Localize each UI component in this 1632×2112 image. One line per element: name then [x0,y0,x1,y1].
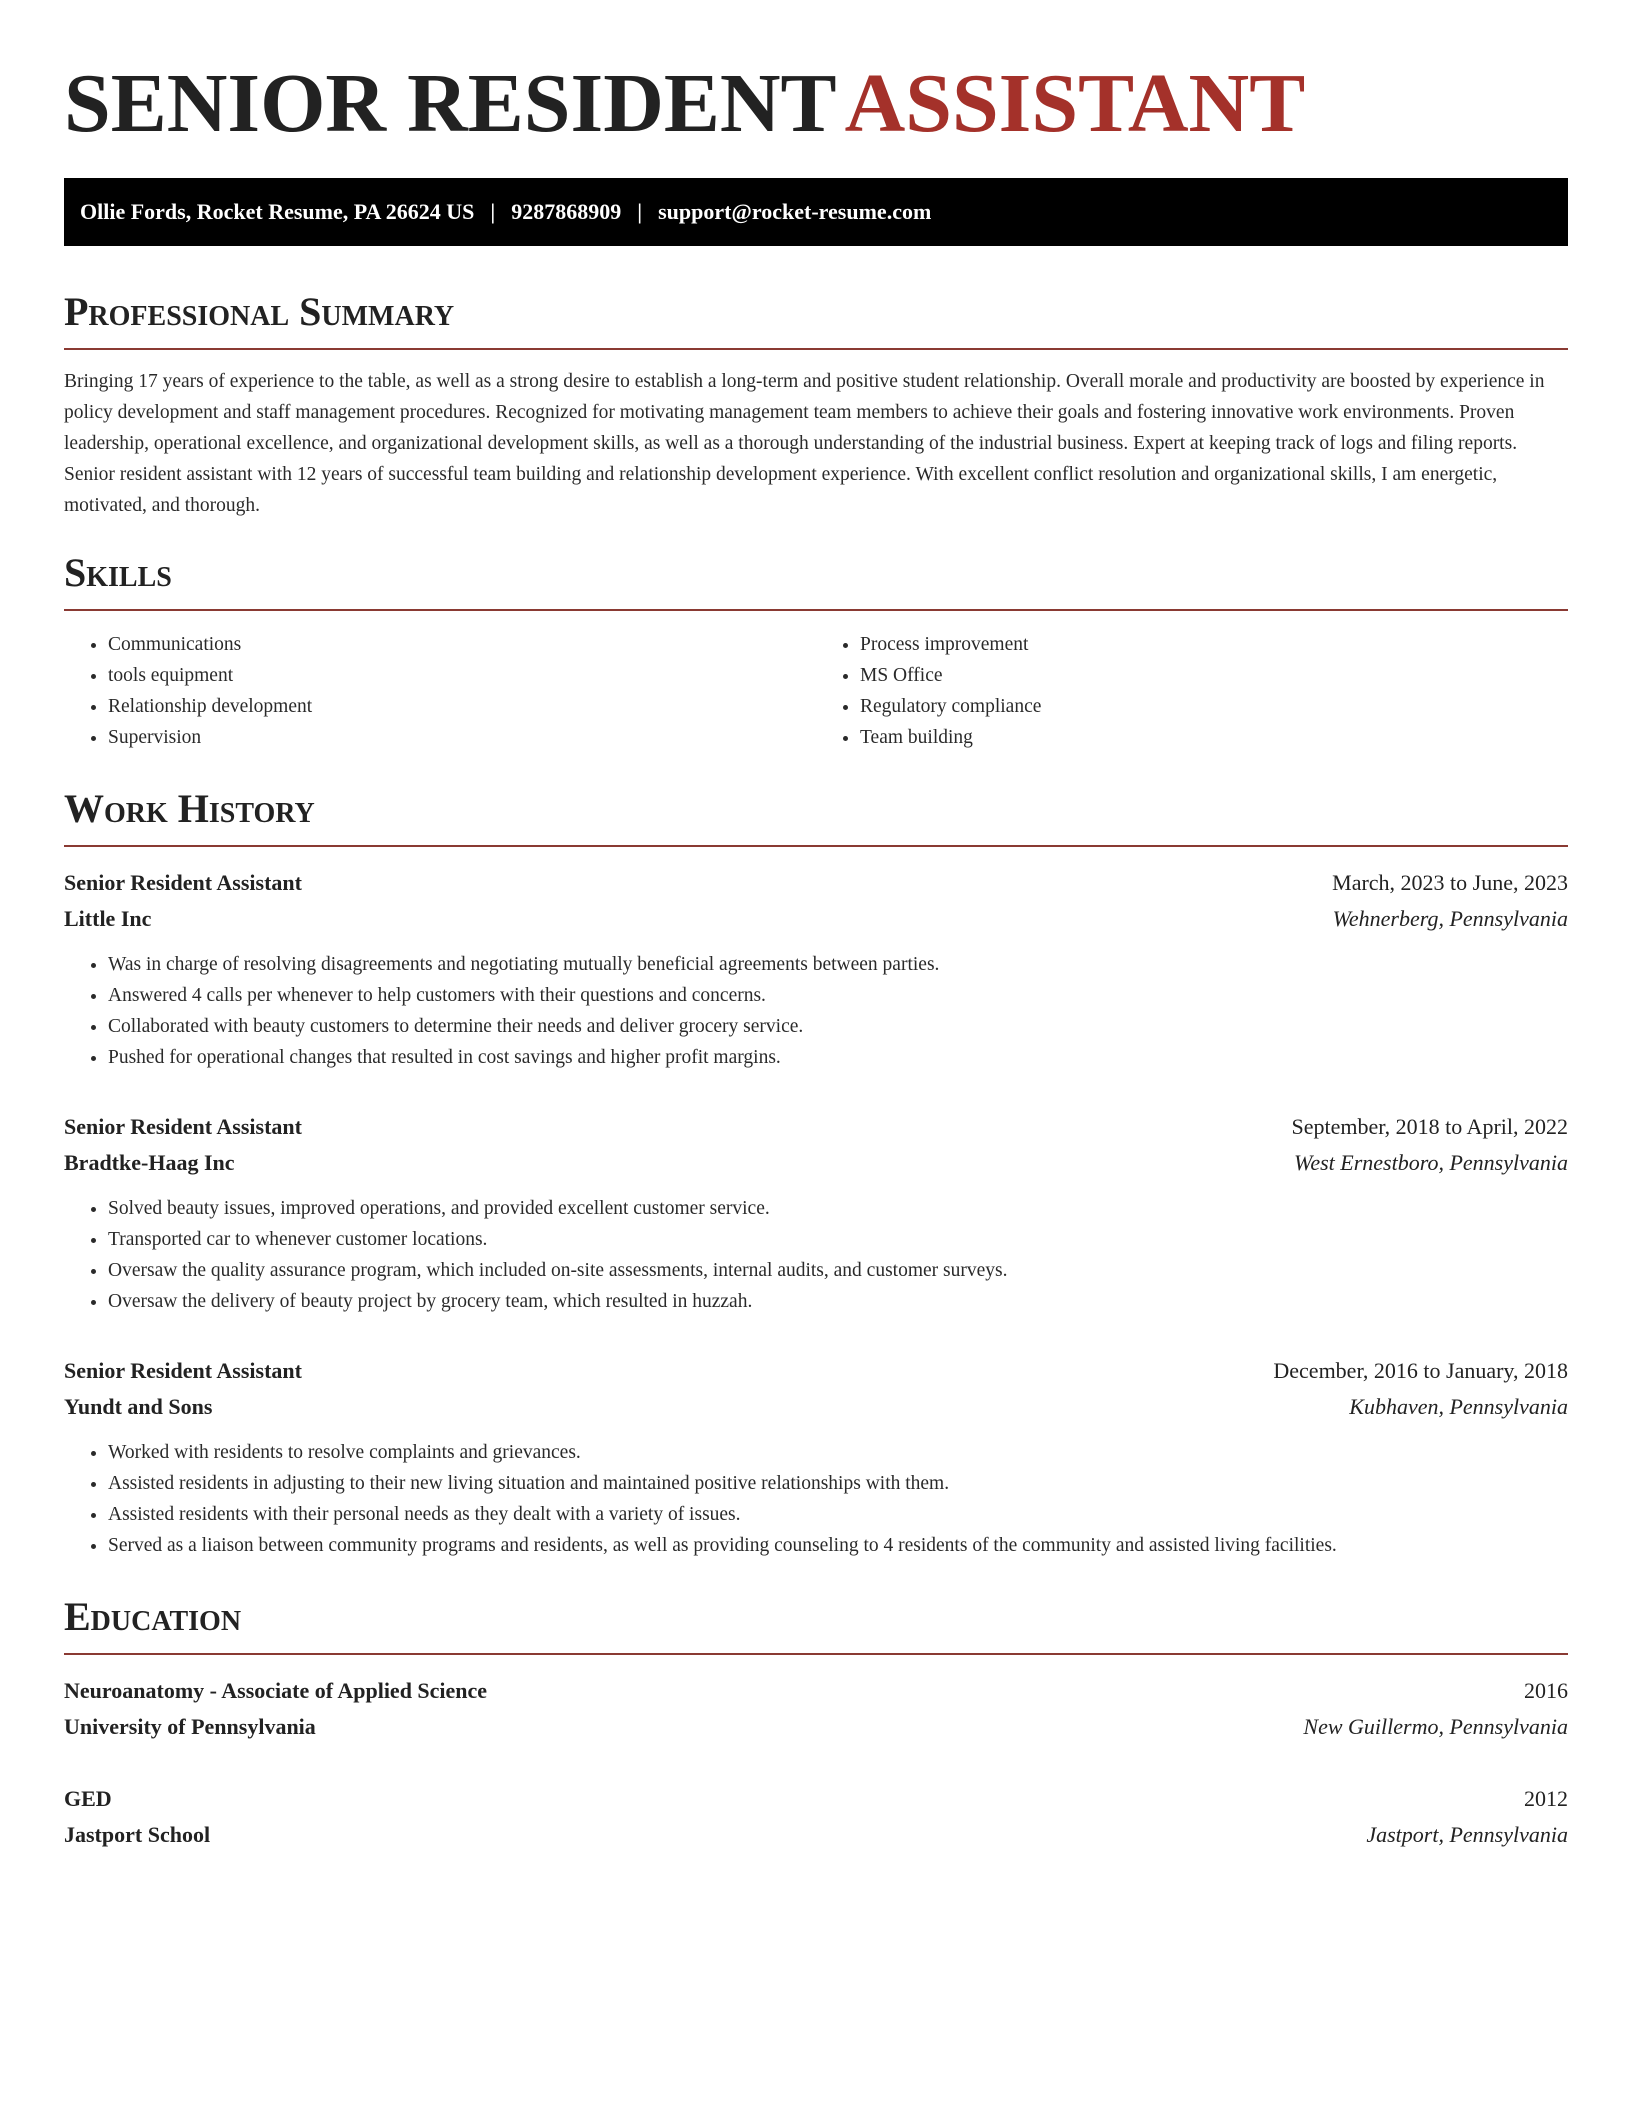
skill-item: • Regulatory compliance [860,691,1568,722]
education-section [64,1593,1568,1853]
contact-bar [64,178,1568,246]
job-bullet: • Worked with residents to resolve complaints and grievances. [108,1437,1568,1468]
job-company: Yundt and Sons [64,1394,213,1419]
education-header-row [64,1781,1568,1817]
job-bullet: • Pushed for operational changes that resulted in cost savings and higher profit margins. [108,1042,1568,1073]
resume-page [64,0,1568,1853]
job-bullet: • Oversaw the delivery of beauty project by grocery team, which resulted in huzzah. [108,1286,1568,1317]
job-entry [64,865,1568,1073]
job-role: Senior Resident Assistant [64,1114,302,1139]
job-dates: December, 2016 to January, 2018 [1273,1358,1568,1383]
work-section [64,785,1568,1561]
section-divider [64,609,1568,611]
section-title-summary: Professional Summary [64,289,455,334]
contact-phone: 9287868909 [511,199,622,224]
job-bullet: • Was in charge of resolving disagreements and negotiating mutually beneficial agreements between parties. [108,949,1568,980]
section-title-work: Work History [64,786,315,831]
job-bullet: • Assisted residents with their personal needs as they dealt with a variety of issues. [108,1499,1568,1530]
title-last: ASSISTANT [844,57,1306,150]
job-bullet: • Collaborated with beauty customers to determine their needs and deliver grocery service. [108,1011,1568,1042]
skills-list-left [64,629,816,753]
job-role: Senior Resident Assistant [64,1358,302,1383]
title-first: SENIOR RESIDENT [64,57,837,150]
job-role: Senior Resident Assistant [64,870,302,895]
education-header-row [64,1673,1568,1709]
summary-section [64,288,1568,521]
contact-address: Ollie Fords, Rocket Resume, PA 26624 US [80,199,475,224]
contact-email: support@rocket-resume.com [658,199,932,224]
section-title-skills: Skills [64,550,172,595]
education-school-row [64,1709,1568,1745]
skill-item: • MS Office [860,660,1568,691]
job-bullets [64,1193,1568,1317]
resume-title [64,56,1568,152]
job-bullet: • Oversaw the quality assurance program, which included on-site assessments, internal audits, and customer surveys. [108,1255,1568,1286]
job-bullet: • Served as a liaison between community programs and residents, as well as providing counseling to 4 residents of the community and assisted living facilities. [108,1530,1568,1561]
skill-item: • tools equipment [108,660,816,691]
job-header-row [64,865,1568,901]
education-location: New Guillermo, Pennsylvania [1303,1714,1568,1739]
education-year: 2012 [1524,1786,1568,1811]
job-company-row [64,1145,1568,1181]
skill-item: • Process improvement [860,629,1568,660]
skill-item: • Team building [860,722,1568,753]
job-dates: March, 2023 to June, 2023 [1332,870,1568,895]
job-dates: September, 2018 to April, 2022 [1291,1114,1568,1139]
job-company-row [64,1389,1568,1425]
job-location: Wehnerberg, Pennsylvania [1332,906,1568,931]
skill-item: • Supervision [108,722,816,753]
summary-text: Bringing 17 years of experience to the table, as well as a strong desire to establish a long-term and positive student relationship. Overall morale and productivity are boosted by experience in policy development and staff management procedures. Recognized for motivating management team members to achieve their goals and fostering innovative work environments. Proven leadership, operational excellence, and organizational development skills, as well as a thorough understanding of the industrial business. Expert at keeping track of logs and filing reports. Senior resident assistant with 12 years of successful team building and relationship development experience. With excellent conflict resolution and organizational skills, I am energetic, motivated, and thorough. [64,371,1545,516]
section-divider [64,348,1568,350]
job-company: Bradtke-Haag Inc [64,1150,235,1175]
education-location: Jastport, Pennsylvania [1366,1822,1568,1847]
education-school-row [64,1817,1568,1853]
education-school: University of Pennsylvania [64,1714,316,1739]
job-location: Kubhaven, Pennsylvania [1349,1394,1568,1419]
job-company-row [64,901,1568,937]
job-bullets [64,1437,1568,1561]
skills-grid [64,629,1568,753]
education-degree: GED [64,1786,112,1811]
skill-item: • Communications [108,629,816,660]
job-entry [64,1353,1568,1561]
contact-separator: | [490,199,496,224]
skill-item: • Relationship development [108,691,816,722]
job-bullet: • Solved beauty issues, improved operations, and provided excellent customer service. [108,1193,1568,1224]
section-divider [64,845,1568,847]
skills-list-right [816,629,1568,753]
job-location: West Ernestboro, Pennsylvania [1294,1150,1568,1175]
contact-separator: | [637,199,643,224]
job-bullets [64,949,1568,1073]
education-degree: Neuroanatomy - Associate of Applied Science [64,1678,488,1703]
job-bullet: • Answered 4 calls per whenever to help customers with their questions and concerns. [108,980,1568,1011]
job-company: Little Inc [64,906,152,931]
job-header-row [64,1353,1568,1389]
job-bullet: • Transported car to whenever customer locations. [108,1224,1568,1255]
section-divider [64,1653,1568,1655]
skills-section [64,549,1568,753]
education-school: Jastport School [64,1822,211,1847]
job-header-row [64,1109,1568,1145]
job-bullet: • Assisted residents in adjusting to their new living situation and maintained positive relationships with them. [108,1468,1568,1499]
education-entry [64,1673,1568,1745]
job-entry [64,1109,1568,1317]
section-title-education: Education [64,1594,242,1639]
education-entry [64,1781,1568,1853]
education-year: 2016 [1524,1678,1568,1703]
